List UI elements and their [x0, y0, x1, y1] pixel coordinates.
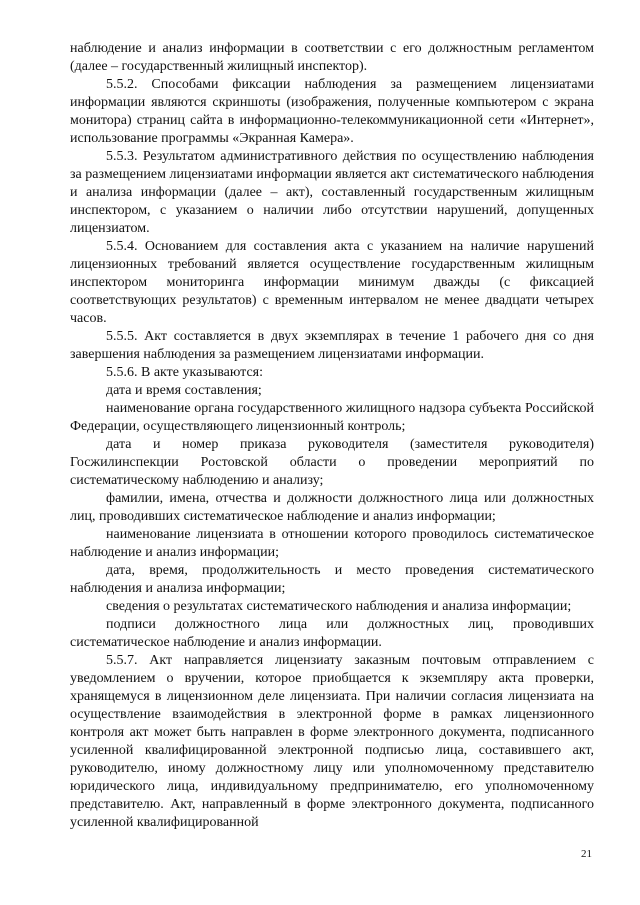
paragraph: дата, время, продолжительность и место проведения систематического наблюдения и анализа информации; — [70, 563, 594, 596]
paragraph: сведения о результатах систематического наблюдения и анализа информации; — [106, 599, 572, 614]
page-number: 21 — [581, 848, 592, 860]
paragraph: наблюдение и анализ информации в соответствии с его должностным регламентом (далее – государственный жилищный инспектор). — [70, 41, 594, 74]
paragraph: 5.5.7. Акт направляется лицензиату заказным почтовым отправлением с уведомлением о вручении, которое приобщается к экземпляру акта проверки, хранящемуся в лицензионном деле лицензиата. При наличии согласия лицензиата на осуществление взаимодействия в электронной форме в рамках лицензионного контроля акт может быть направлен в форме электронного документа, подписанного усиленной квалифицированной электронной подписью лица, составившего акт, руководителю, иному должностному лицу или уполномоченному представителю юридического лица, индивидуальному предпринимателю, его уполномоченному представителю. Акт, направленный в форме электронного документа, подписанного усиленной квалифицированной — [70, 653, 594, 830]
paragraph: подписи должностного лица или должностных лиц, проводивших систематическое наблюдение и анализ информации. — [70, 617, 594, 650]
paragraph: фамилии, имена, отчества и должности должностного лица или должностных лиц, проводивших систематическое наблюдение и анализ информации; — [70, 491, 594, 524]
paragraph: 5.5.3. Результатом административного действия по осуществлению наблюдения за размещением лицензиатами информации является акт систематического наблюдения и анализа информации (далее – акт), составленный государственным жилищным инспектором, с указанием о наличии либо отсутствии нарушений, допущенных лицензиатом. — [70, 149, 594, 236]
paragraph: наименование лицензиата в отношении которого проводилось систематическое наблюдение и анализ информации; — [70, 527, 594, 560]
paragraph: наименование органа государственного жилищного надзора субъекта Российской Федерации, осуществляющего лицензионный контроль; — [70, 401, 594, 434]
paragraph: 5.5.5. Акт составляется в двух экземплярах в течение 1 рабочего дня со дня завершения наблюдения за размещением лицензиатами информации. — [70, 329, 594, 362]
paragraph: дата и номер приказа руководителя (заместителя руководителя) Госжилинспекции Ростовской области о проведении мероприятий по систематическому наблюдению и анализу; — [70, 437, 594, 488]
document-body — [70, 40, 594, 832]
paragraph: 5.5.4. Основанием для составления акта с указанием на наличие нарушений лицензионных требований является осуществление государственным жилищным инспектором мониторинга информации минимум дважды (с фиксацией соответствующих результатов) с временным интервалом не менее двадцати четырех часов. — [70, 239, 594, 326]
paragraph: 5.5.6. В акте указываются: — [106, 365, 263, 380]
paragraph: 5.5.2. Способами фиксации наблюдения за размещением лицензиатами информации являются скриншоты (изображения, полученные компьютером с экрана монитора) страниц сайта в информационно-телекоммуникационной сети «Интернет», использование программы «Экранная Камера». — [70, 77, 594, 146]
paragraph: дата и время составления; — [106, 383, 262, 398]
